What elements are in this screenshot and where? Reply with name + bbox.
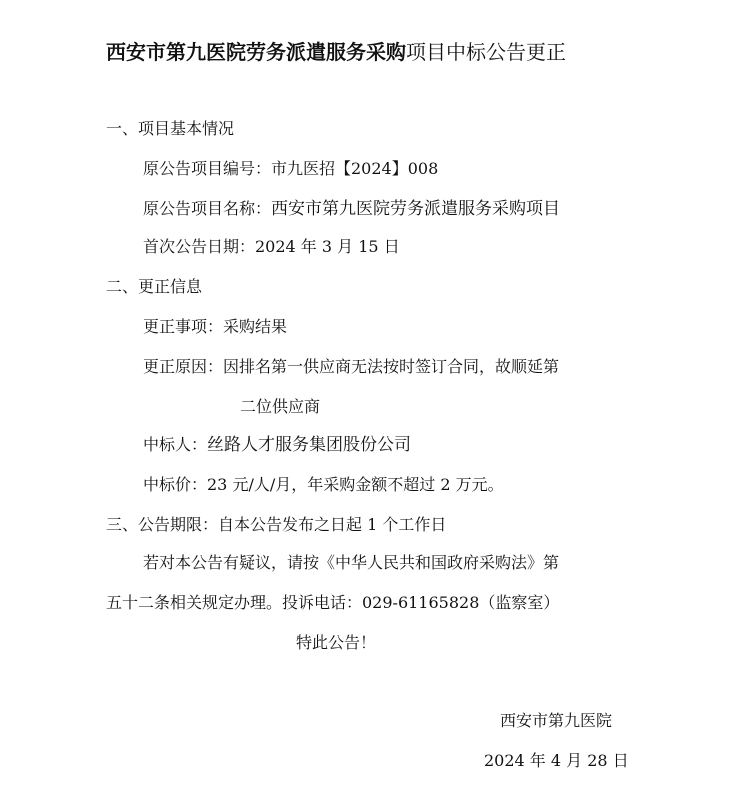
- correction-reason-line2: 二位供应商: [240, 397, 321, 416]
- section3-heading: 三、公告期限：自本公告发布之日起 1 个工作日: [106, 515, 447, 534]
- winning-price: 中标价：23 元/人/月，年采购金额不超过 2 万元。: [143, 475, 504, 494]
- title-normal-part: 项目中标公告更正: [406, 40, 566, 64]
- first-announcement-date: 首次公告日期：2024 年 3 月 15 日: [143, 237, 400, 256]
- closing-text: 特此公告！: [296, 633, 377, 652]
- correction-item: 更正事项：采购结果: [143, 317, 288, 336]
- correction-reason-line1: 更正原因：因排名第一供应商无法按时签订合同，故顺延第: [143, 357, 560, 376]
- signature-date: 2024 年 4 月 28 日: [484, 751, 629, 770]
- objection-line2: 五十二条相关规定办理。投诉电话：029-61165828（监察室）: [106, 593, 560, 612]
- original-project-name-label: 原公告项目名称：: [143, 199, 272, 218]
- section2-heading: 二、更正信息: [106, 277, 203, 296]
- winning-bidder: [143, 434, 411, 456]
- objection-line1: 若对本公告有疑议，请按《中华人民共和国政府采购法》第: [143, 553, 560, 572]
- page-title: [106, 38, 566, 66]
- winning-bidder-label: 中标人：: [143, 435, 208, 454]
- winning-bidder-name: 丝路人才服务集团股份公司: [207, 435, 412, 455]
- original-project-name: [143, 198, 560, 220]
- original-project-number: 原公告项目编号：市九医招【2024】008: [143, 159, 439, 178]
- title-bold-part: 西安市第九医院劳务派遣服务采购: [106, 40, 406, 64]
- section1-heading: 一、项目基本情况: [106, 119, 235, 138]
- signature-organization: 西安市第九医院: [500, 711, 613, 730]
- original-project-name-value: 西安市第九医院劳务派遣服务采购项目: [271, 199, 561, 219]
